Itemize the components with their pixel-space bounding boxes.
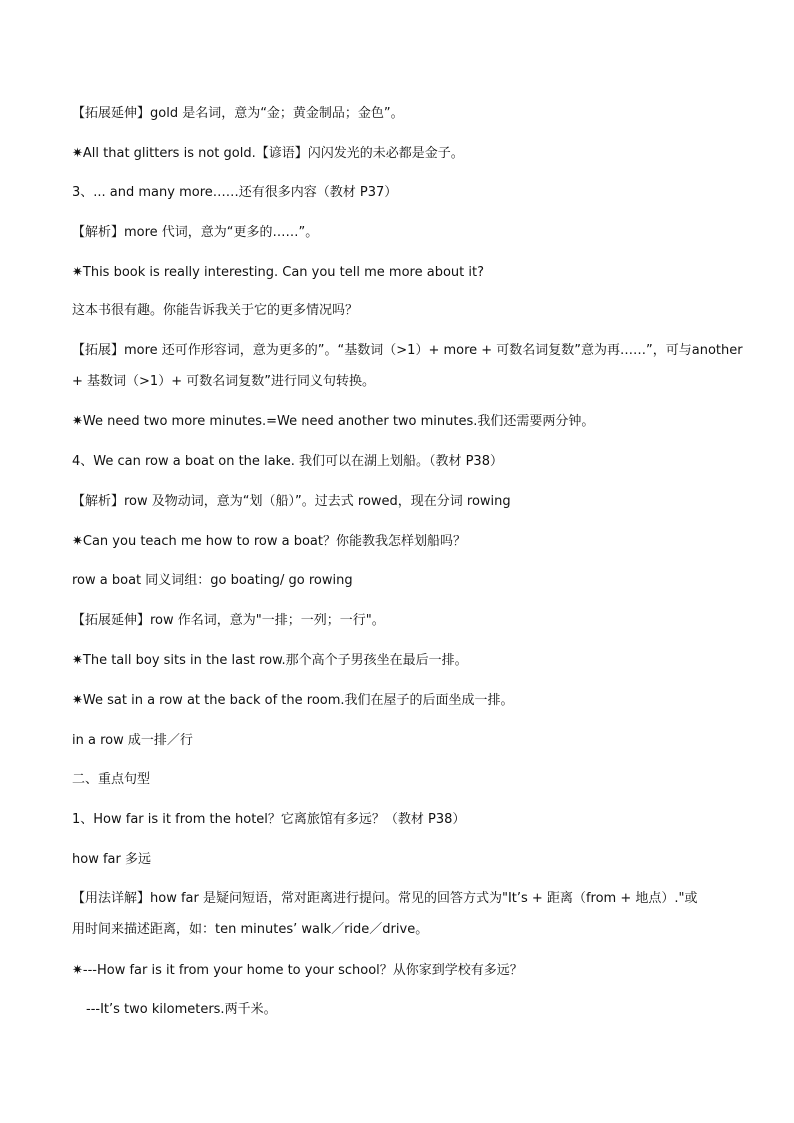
text-line: 【解析】row 及物动词，意为“划（船）”。过去式 rowed，现在分词 rowing (72, 494, 511, 509)
text-line: ✷---How far is it from your home to your school？从你家到学校有多远？ (72, 963, 523, 978)
text-line: 3、... and many more……还有很多内容（教材 P37） (72, 185, 398, 200)
text-line: 【用法详解】how far 是疑问短语，常对距离进行提问。常见的回答方式为"It’s + 距离（from + 地点）."或 (72, 891, 698, 906)
text-line: ✷This book is really interesting. Can you tell me more about it? (72, 265, 484, 280)
text-line: ✷The tall boy sits in the last row.那个高个子男孩坐在最后一排。 (72, 653, 468, 668)
text-line: ✷We need two more minutes.=We need another two minutes.我们还需要两分钟。 (72, 414, 595, 429)
text-line: ---It’s two kilometers.两千米。 (86, 1002, 277, 1017)
text-line: ✷We sat in a row at the back of the room.我们在屋子的后面坐成一排。 (72, 693, 514, 708)
text-line: how far 多远 (72, 852, 151, 867)
text-line: row a boat 同义词组：go boating/ go rowing (72, 573, 353, 588)
text-line: 【拓展延伸】gold 是名词，意为“金；黄金制品；金色”。 (72, 106, 404, 121)
text-line: 【解析】more 代词，意为“更多的……”。 (72, 225, 319, 240)
section-heading: 二、重点句型 (72, 772, 151, 787)
text-line: ✷All that glitters is not gold.【谚语】闪闪发光的未必都是金子。 (72, 146, 464, 161)
text-line: 用时间来描述距离，如：ten minutes’ walk／ride／drive。 (72, 922, 429, 937)
text-line: in a row 成一排／行 (72, 733, 193, 748)
text-line: ✷Can you teach me how to row a boat？你能教我怎样划船吗？ (72, 534, 466, 549)
text-line: 1、How far is it from the hotel？它离旅馆有多远？（教材 P38） (72, 812, 466, 827)
text-line: 4、We can row a boat on the lake. 我们可以在湖上划船。（教材 P38） (72, 454, 503, 469)
text-line: + 基数词（>1）+ 可数名词复数”进行同义句转换。 (72, 374, 375, 389)
text-line: 【拓展延伸】row 作名词，意为"一排；一列；一行"。 (72, 613, 385, 628)
text-line: 【拓展】more 还可作形容词，意为更多的”。“基数词（>1）+ more + 可数名词复数”意为再……”，可与another (72, 343, 743, 358)
text-line: 这本书很有趣。你能告诉我关于它的更多情况吗？ (72, 303, 359, 318)
